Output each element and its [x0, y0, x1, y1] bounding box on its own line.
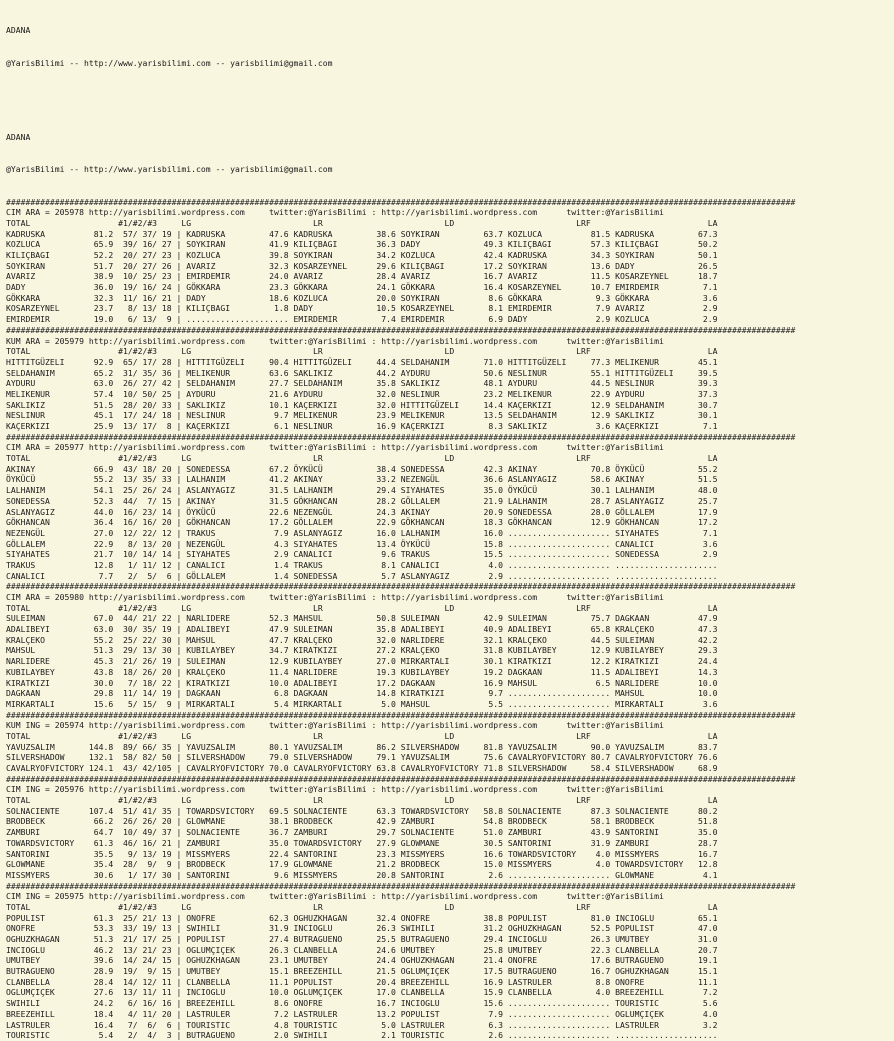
title-contact: @YarisBilimi -- http://www.yarisbilimi.com -- yarisbilimi@gmail.com: [6, 164, 333, 175]
horse-row: GLOWMANE 35.4 28/ 9/ 9 | BRODBECK 17.9 GLOWMANE 21.2 BRODBECK 15.0 MISSMYERS 4.0 TOWARDSVICTORY 12.8: [6, 859, 718, 870]
horse-row: GÖKHANCAN 36.4 16/ 16/ 20 | GÖKHANCAN 17.2 GÖLLALEM 22.9 GÖKHANCAN 18.3 GÖKHANCAN 12.9 GÖKHANCAN 17.2: [6, 517, 718, 528]
horse-row: KIRATKIZI 30.0 7/ 18/ 22 | KIRATKIZI 10.0 ADALIBEYI 17.2 DAGKAAN 16.9 MAHSUL 6.5 NARLIDERE 10.0: [6, 677, 718, 688]
header-block: [6, 4, 894, 90]
horse-row: ONOFRE 53.3 33/ 19/ 13 | SWIHILI 31.9 INCIOGLU 26.3 SWIHILI 31.2 OGHUZKHAGAN 52.5 POPULIST 47.0: [6, 923, 718, 934]
header-city: ADANA: [6, 25, 31, 36]
horse-row: NEZENGÜL 27.0 12/ 22/ 12 | TRAKUS 7.9 ASLANYAGIZ 16.0 LALHANIM 16.0 ..................... SIYAHATES 7.1: [6, 527, 718, 538]
horse-row: HITTITGÜZELI 92.9 65/ 17/ 28 | HITTITGÜZELI 90.4 HITTITGÜZELI 44.4 SELDAHANIM 71.0 HITTITGÜZELI 77.3 MELIKENUR 45.1: [6, 356, 718, 367]
race-header: CIM ARA = 205977 http://yarisbilimi.wordpress.com twitter:@YarisBilimi : http://yarisbilimi.wordpress.com twitter:@YarisBilimi: [6, 442, 664, 453]
column-header: TOTAL #1/#2/#3 LG LR LD LRF LA: [6, 346, 718, 357]
horse-row: MISSMYERS 30.6 1/ 17/ 30 | SANTORINI 9.6 MISSMYERS 20.8 SANTORINI 2.6 ..................... GLOWMANE 4.1: [6, 869, 718, 880]
horse-row: GÖKKARA 32.3 11/ 16/ 21 | DADY 18.6 KOZLUCA 20.0 SOYKIRAN 8.6 GÖKKARA 9.3 GÖKKARA 3.6: [6, 292, 718, 303]
horse-row: SANTORINI 35.5 9/ 13/ 19 | MISSMYERS 22.4 SANTORINI 23.3 MISSMYERS 16.6 TOWARDSVICTORY 4.0 MISSMYERS 16.7: [6, 848, 718, 859]
race-header: CIM ING = 205976 http://yarisbilimi.wordpress.com twitter:@YarisBilimi : http://yarisbilimi.wordpress.com twitter:@YarisBilimi: [6, 784, 664, 795]
horse-row: KRALÇEKO 55.2 25/ 22/ 30 | MAHSUL 47.7 KRALÇEKO 32.0 NARLIDERE 32.1 KRALÇEKO 44.5 SULEIMAN 42.2: [6, 634, 718, 645]
horse-row: ZAMBURI 64.7 10/ 49/ 37 | SOLNACIENTE 36.7 ZAMBURI 29.7 SOLNACIENTE 51.0 ZAMBURI 43.9 SANTORINI 35.0: [6, 827, 718, 838]
horse-row: GÖLLALEM 22.9 8/ 13/ 20 | NEZENGÜL 4.3 SIYAHATES 13.4 ÖYKÜCÜ 15.8 ..................... CANALICI 3.6: [6, 538, 718, 549]
horse-row: NESLINUR 45.1 17/ 24/ 18 | NESLINUR 9.7 MELIKENUR 23.9 MELIKENUR 13.5 SELDAHANIM 12.9 SAKLIKIZ 30.1: [6, 410, 718, 421]
section-separator: ##################################################################################################################################################################: [6, 709, 796, 720]
horse-row: SULEIMAN 67.0 44/ 21/ 22 | NARLIDERE 52.3 MAHSUL 50.8 SULEIMAN 42.9 SULEIMAN 75.7 DAGKAAN 47.9: [6, 613, 718, 624]
horse-row: BRODBECK 66.2 26/ 26/ 20 | GLOWMANE 38.1 BRODBECK 42.9 ZAMBURI 54.8 BRODBECK 58.1 BRODBECK 51.8: [6, 816, 718, 827]
horse-row: KADRUSKA 81.2 57/ 37/ 19 | KADRUSKA 47.6 KADRUSKA 38.6 SOYKIRAN 63.7 KOZLUCA 81.5 KADRUSKA 67.3: [6, 228, 718, 239]
section-separator: ##################################################################################################################################################################: [6, 196, 796, 207]
horse-row: NARLIDERE 45.3 21/ 26/ 19 | SULEIMAN 12.9 KUBILAYBEY 27.0 MIRKARTALI 30.1 KIRATKIZI 12.2 KIRATKIZI 24.4: [6, 656, 718, 667]
horse-row: AYDURU 63.0 26/ 27/ 42 | SELDAHANIM 27.7 SELDAHANIM 35.8 SAKLIKIZ 48.1 AYDURU 44.5 NESLINUR 39.3: [6, 378, 718, 389]
horse-row: SONEDESSA 52.3 44/ 7/ 15 | AKINAY 31.5 GÖKHANCAN 28.2 GÖLLALEM 21.9 LALHANIM 28.7 ASLANYAGIZ 25.7: [6, 495, 718, 506]
horse-row: EMIRDEMIR 19.0 6/ 13/ 9 | ..................... EMIRDEMIR 7.4 EMIRDEMIR 6.9 DADY 2.9 KOZLUCA 2.9: [6, 314, 718, 325]
horse-row: SWIHILI 24.2 6/ 16/ 16 | BREEZEHILL 8.6 ONOFRE 16.7 INCIOGLU 15.6 ..................... TOURISTIC 5.6: [6, 998, 718, 1009]
horse-row: MAHSUL 51.3 29/ 13/ 30 | KUBILAYBEY 34.7 KIRATKIZI 27.2 KRALÇEKO 31.8 KUBILAYBEY 12.9 KUBILAYBEY 29.3: [6, 645, 718, 656]
horse-row: SELDAHANIM 65.2 31/ 35/ 36 | MELIKENUR 63.6 SAKLIKIZ 44.2 AYDURU 50.6 NESLINUR 55.1 HITTITGÜZELI 39.5: [6, 367, 718, 378]
horse-row: CANALICI 7.7 2/ 5/ 6 | GÖLLALEM 1.4 SONEDESSA 5.7 ASLANYAGIZ 2.9 ..................... .....................: [6, 570, 718, 581]
horse-row: BREEZEHILL 18.4 4/ 11/ 20 | LASTRULER 7.2 LASTRULER 13.2 POPULIST 7.9 ..................... OGLUMÇIÇEK 4.0: [6, 1008, 718, 1019]
race-header: KUM ING = 205974 http://yarisbilimi.wordpress.com twitter:@YarisBilimi : http://yarisbilimi.wordpress.com twitter:@YarisBilimi: [6, 720, 664, 731]
horse-row: CAVALRYOFVICTORY 124.1 43/ 42/105 | CAVALRYOFVICTORY 70.0 CAVALRYOFVICTORY 63.8 CAVALRYOFVICTORY 71.8 SILVERSHADOW 58.4 SILVERSHADOW 68.9: [6, 763, 718, 774]
horse-row: KILIÇBAGI 52.2 20/ 27/ 23 | KOZLUCA 39.8 SOYKIRAN 34.2 KOZLUCA 42.4 KADRUSKA 34.3 SOYKIRAN 50.1: [6, 250, 718, 261]
horse-row: KOSARZEYNEL 23.7 8/ 13/ 18 | KILIÇBAGI 1.8 DADY 10.5 KOSARZEYNEL 8.1 EMIRDEMIR 7.9 AVARIZ 2.9: [6, 303, 718, 314]
horse-row: AKINAY 66.9 43/ 18/ 20 | SONEDESSA 67.2 ÖYKÜCÜ 38.4 SONEDESSA 42.3 AKINAY 70.8 ÖYKÜCÜ 55.2: [6, 463, 718, 474]
horse-row: OGHUZKHAGAN 51.3 21/ 17/ 25 | POPULIST 27.4 BUTRAGUENO 25.5 BUTRAGUENO 29.4 INCIOGLU 26.3 UMUTBEY 31.0: [6, 934, 718, 945]
horse-row: POPULIST 61.3 25/ 21/ 13 | ONOFRE 62.3 OGHUZKHAGAN 32.4 ONOFRE 38.8 POPULIST 81.0 INCIOGLU 65.1: [6, 912, 718, 923]
section-separator: ##################################################################################################################################################################: [6, 773, 796, 784]
section-separator: ##################################################################################################################################################################: [6, 431, 796, 442]
horse-row: SOLNACIENTE 107.4 51/ 41/ 35 | TOWARDSVICTORY 69.5 SOLNACIENTE 63.3 TOWARDSVICTORY 58.8 SOLNACIENTE 87.3 SOLNACIENTE 80.2: [6, 805, 718, 816]
blank-gap: [6, 90, 894, 111]
horse-row: KAÇERKIZI 25.9 13/ 17/ 8 | KAÇERKIZI 6.1 NESLINUR 16.9 KAÇERKIZI 8.3 SAKLIKIZ 3.6 KAÇERKIZI 7.1: [6, 421, 718, 432]
horse-row: INCIOGLU 46.2 13/ 21/ 23 | OGLUMÇIÇEK 26.3 CLANBELLA 24.6 UMUTBEY 25.8 UMUTBEY 22.3 CLANBELLA 20.7: [6, 944, 718, 955]
horse-row: TRAKUS 12.8 1/ 11/ 12 | CANALICI 1.4 TRAKUS 8.1 CANALICI 4.0 ..................... .....................: [6, 559, 718, 570]
horse-row: SIYAHATES 21.7 10/ 14/ 14 | SIYAHATES 2.9 CANALICI 9.6 TRAKUS 15.5 ..................... SONEDESSA 2.9: [6, 549, 718, 560]
horse-row: BUTRAGUENO 28.9 19/ 9/ 15 | UMUTBEY 15.1 BREEZEHILL 21.5 OGLUMÇIÇEK 17.5 BUTRAGUENO 16.7 OGHUZKHAGAN 15.1: [6, 966, 718, 977]
race-header: CIM ARA = 205978 http://yarisbilimi.wordpress.com twitter:@YarisBilimi : http://yarisbilimi.wordpress.com twitter:@YarisBilimi: [6, 207, 664, 218]
horse-row: DADY 36.0 19/ 16/ 24 | GÖKKARA 23.3 GÖKKARA 24.1 GÖKKARA 16.4 KOSARZEYNEL 10.7 EMIRDEMIR 7.1: [6, 282, 718, 293]
horse-row: ÖYKÜCÜ 55.2 13/ 35/ 33 | LALHANIM 41.2 AKINAY 33.2 NEZENGÜL 36.6 ASLANYAGIZ 58.6 AKINAY 51.5: [6, 474, 718, 485]
section-separator: ##################################################################################################################################################################: [6, 324, 796, 335]
column-header: TOTAL #1/#2/#3 LG LR LD LRF LA: [6, 217, 718, 228]
race-header: KUM ARA = 205979 http://yarisbilimi.wordpress.com twitter:@YarisBilimi : http://yarisbilimi.wordpress.com twitter:@YarisBilimi: [6, 335, 664, 346]
column-header: TOTAL #1/#2/#3 LG LR LD LRF LA: [6, 453, 718, 464]
horse-row: TOWARDSVICTORY 61.3 46/ 16/ 21 | ZAMBURI 35.0 TOWARDSVICTORY 27.9 GLOWMANE 30.5 SANTORINI 31.9 ZAMBURI 28.7: [6, 837, 718, 848]
horse-row: SILVERSHADOW 132.1 58/ 82/ 50 | SILVERSHADOW 79.0 SILVERSHADOW 79.1 YAVUZSALIM 75.6 CAVALRYOFVICTORY 80.7 CAVALRYOFVICTORY 76.6: [6, 752, 718, 763]
race-header: CIM ARA = 205980 http://yarisbilimi.wordpress.com twitter:@YarisBilimi : http://yarisbilimi.wordpress.com twitter:@YarisBilimi: [6, 592, 664, 603]
horse-row: ADALIBEYI 63.0 30/ 35/ 19 | ADALIBEYI 47.9 SULEIMAN 35.8 ADALIBEYI 40.9 ADALIBEYI 65.8 KRALÇEKO 47.3: [6, 624, 718, 635]
horse-row: MIRKARTALI 15.6 5/ 15/ 9 | MIRKARTALI 5.4 MIRKARTALI 5.0 MAHSUL 5.5 ..................... MIRKARTALI 3.6: [6, 698, 718, 709]
horse-row: KOZLUCA 65.9 39/ 16/ 27 | SOYKIRAN 41.9 KILIÇBAGI 36.3 DADY 49.3 KILIÇBAGI 57.3 KILIÇBAGI 50.2: [6, 239, 718, 250]
horse-row: SOYKIRAN 51.7 20/ 27/ 26 | AVARIZ 32.3 KOSARZEYNEL 29.6 KILIÇBAGI 17.2 SOYKIRAN 13.6 DADY 26.5: [6, 260, 718, 271]
header-contact: @YarisBilimi -- http://www.yarisbilimi.com -- yarisbilimi@gmail.com: [6, 57, 333, 68]
horse-row: TOURISTIC 5.4 2/ 4/ 3 | BUTRAGUENO 2.0 SWIHILI 2.1 TOURISTIC 2.6 ..................... .....................: [6, 1030, 718, 1041]
horse-row: LALHANIM 54.1 25/ 26/ 24 | ASLANYAGIZ 31.5 LALHANIM 29.4 SIYAHATES 35.0 ÖYKÜCÜ 30.1 LALHANIM 48.0: [6, 485, 718, 496]
title-block: [6, 111, 894, 197]
column-header: TOTAL #1/#2/#3 LG LR LD LRF LA: [6, 901, 718, 912]
title-city: ADANA: [6, 132, 31, 143]
horse-row: YAVUZSALIM 144.8 89/ 66/ 35 | YAVUZSALIM 80.1 YAVUZSALIM 86.2 SILVERSHADOW 81.8 YAVUZSALIM 90.0 YAVUZSALIM 83.7: [6, 741, 718, 752]
horse-row: DAGKAAN 29.8 11/ 14/ 19 | DAGKAAN 6.8 DAGKAAN 14.8 KIRATKIZI 9.7 ..................... MAHSUL 10.0: [6, 688, 718, 699]
horse-row: SAKLIKIZ 51.5 28/ 20/ 33 | SAKLIKIZ 10.1 KAÇERKIZI 32.0 HITTITGÜZELI 14.4 KAÇERKIZI 12.9 SELDAHANIM 30.7: [6, 399, 718, 410]
section-separator: ##################################################################################################################################################################: [6, 880, 796, 891]
column-header: TOTAL #1/#2/#3 LG LR LD LRF LA: [6, 795, 718, 806]
race-header: CIM ING = 205975 http://yarisbilimi.wordpress.com twitter:@YarisBilimi : http://yarisbilimi.wordpress.com twitter:@YarisBilimi: [6, 891, 664, 902]
column-header: TOTAL #1/#2/#3 LG LR LD LRF LA: [6, 602, 718, 613]
horse-row: LASTRULER 16.4 7/ 6/ 6 | TOURISTIC 4.8 TOURISTIC 5.0 LASTRULER 6.3 ..................... LASTRULER 3.2: [6, 1019, 718, 1030]
horse-row: UMUTBEY 39.6 14/ 24/ 15 | OGHUZKHAGAN 23.1 UMUTBEY 24.4 OGHUZKHAGAN 21.4 ONOFRE 17.6 BUTRAGUENO 19.1: [6, 955, 718, 966]
column-header: TOTAL #1/#2/#3 LG LR LD LRF LA: [6, 730, 718, 741]
horse-row: AVARIZ 38.9 10/ 25/ 23 | EMIRDEMIR 24.0 AVARIZ 28.4 AVARIZ 16.7 AVARIZ 11.5 KOSARZEYNEL 18.7: [6, 271, 718, 282]
section-separator: ##################################################################################################################################################################: [6, 581, 796, 592]
horse-row: OGLUMÇIÇEK 27.6 13/ 11/ 11 | INCIOGLU 10.0 OGLUMÇIÇEK 17.0 CLANBELLA 15.9 CLANBELLA 4.0 BREEZEHILL 7.2: [6, 987, 718, 998]
horse-row: ASLANYAGIZ 44.0 16/ 23/ 14 | ÖYKÜCÜ 22.6 NEZENGÜL 24.3 AKINAY 20.9 SONEDESSA 28.0 GÖLLALEM 17.9: [6, 506, 718, 517]
race-report: [6, 197, 894, 1041]
horse-row: CLANBELLA 28.4 14/ 12/ 11 | CLANBELLA 11.1 POPULIST 20.4 BREEZEHILL 16.9 LASTRULER 8.8 ONOFRE 11.1: [6, 976, 718, 987]
horse-row: MELIKENUR 57.4 10/ 50/ 25 | AYDURU 21.6 AYDURU 32.0 NESLINUR 23.2 MELIKENUR 22.9 AYDURU 37.3: [6, 388, 718, 399]
horse-row: KUBILAYBEY 43.8 18/ 26/ 20 | KRALÇEKO 11.4 NARLIDERE 19.3 KUBILAYBEY 19.2 DAGKAAN 11.5 ADALIBEYI 14.3: [6, 666, 718, 677]
